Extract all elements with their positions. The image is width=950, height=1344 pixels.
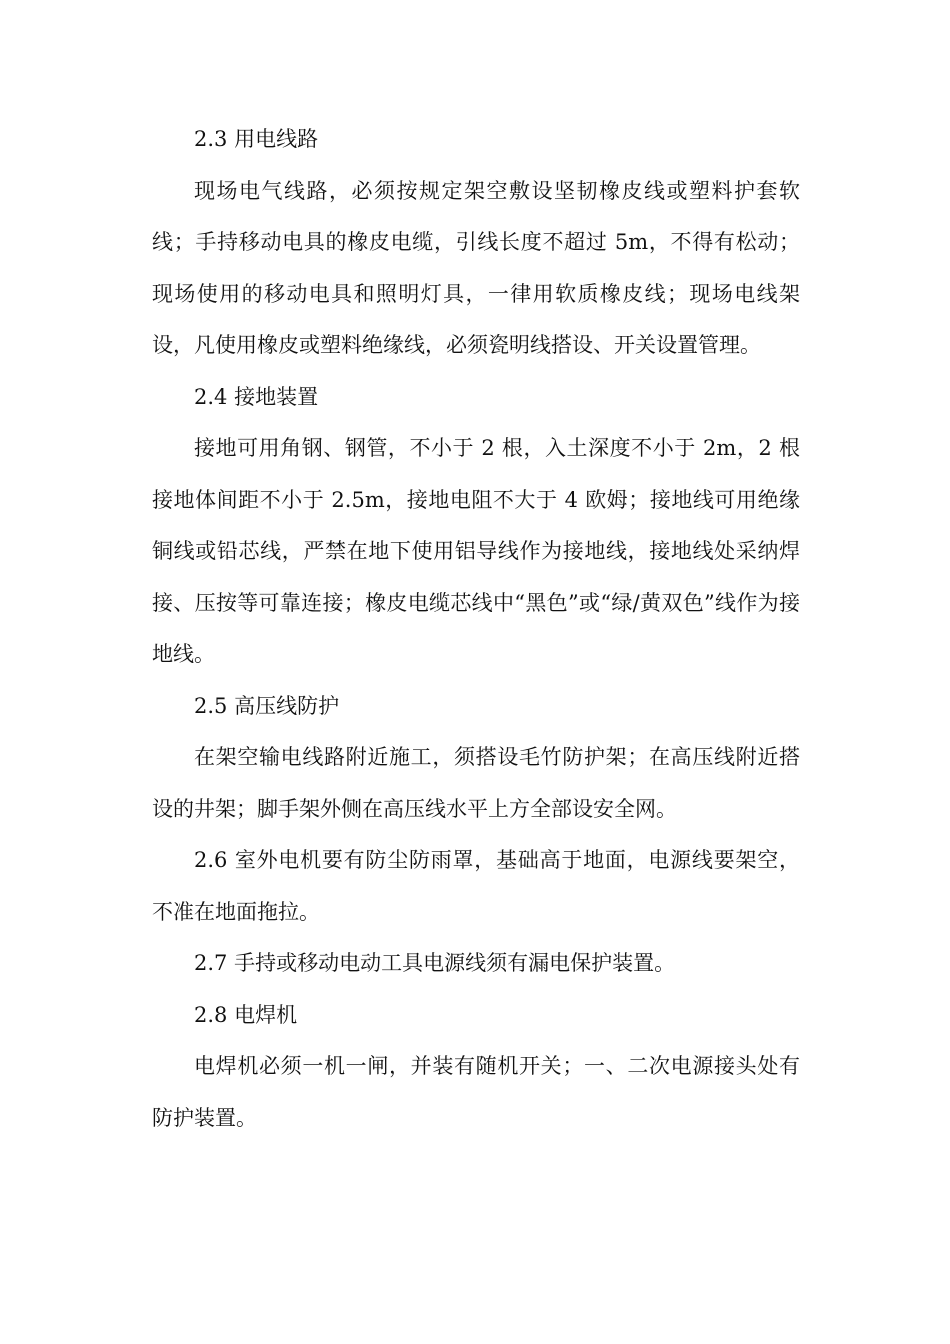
paragraph-2-7-power-tools: 2.7 手持或移动电动工具电源线须有漏电保护装置。	[194, 951, 676, 975]
section-heading-2-5: 2.5 高压线防护	[194, 693, 340, 718]
paragraph-welder: 电焊机必须一机一闸，并装有随机开关；一、二次电源接头处有防护装置。	[152, 1054, 800, 1130]
document-body	[152, 114, 800, 1144]
paragraph-wiring: 现场电气线路，必须按规定架空敷设坚韧橡皮线或塑料护套软线；手持移动电具的橡皮电缆，引线长度不超过 5m，不得有松动；现场使用的移动电具和照明灯具，一律用软质橡皮线；现场电线架设，凡使用橡皮或塑料绝缘线，必须瓷明线搭设、开关设置管理。	[152, 178, 800, 357]
paragraph-high-voltage: 在架空输电线路附近施工，须搭设毛竹防护架；在高压线附近搭设的井架；脚手架外侧在高压线水平上方全部设安全网。	[152, 745, 800, 821]
section-heading-2-4: 2.4 接地装置	[194, 384, 319, 409]
section-heading-2-3: 2.3 用电线路	[194, 127, 319, 151]
paragraph-2-6-outdoor-motor: 2.6 室外电机要有防尘防雨罩，基础高于地面，电源线要架空，不准在地面拖拉。	[152, 848, 800, 924]
section-heading-2-8: 2.8 电焊机	[194, 1002, 298, 1027]
paragraph-grounding: 接地可用角钢、钢管，不小于 2 根，入土深度不小于 2m，2 根接地体间距不小于 2.5m，接地电阻不大于 4 欧姆；接地线可用绝缘铜线或铅芯线，严禁在地下使用铝导线作为接地线，接地线处采纳焊接、压按等可靠连接；橡皮电缆芯线中“黑色”或“绿/黄双色”线作为接地线。	[152, 436, 800, 666]
